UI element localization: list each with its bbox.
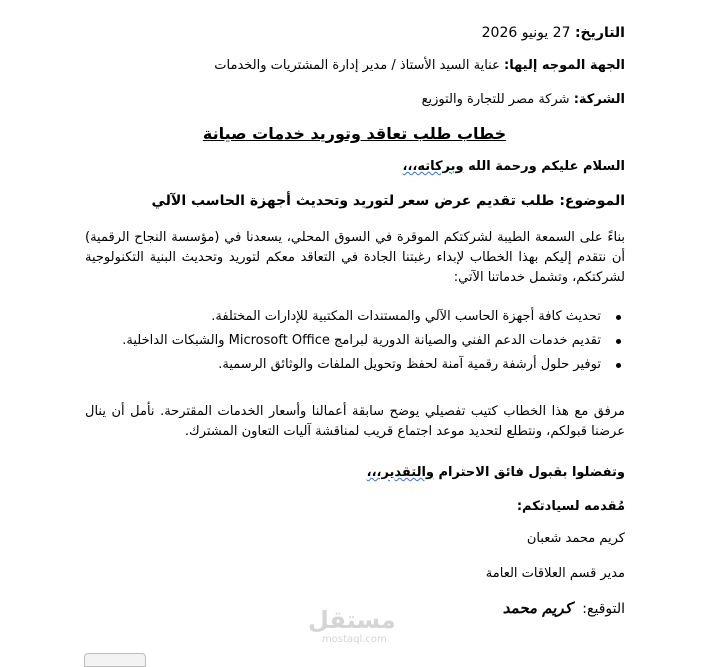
list-item — [85, 307, 625, 327]
company-line — [422, 91, 625, 109]
list-item — [85, 355, 625, 375]
date-value: 27 يونيو 2026 — [481, 25, 571, 41]
subject-line — [151, 192, 625, 210]
list-item-text: تحديث كافة أجهزة الحاسب الآلي والمستندات المكتبية للإدارات المختلفة. — [211, 309, 601, 324]
signature-label: التوقيع: — [582, 601, 625, 617]
letter-title: خطاب طلب تعاقد وتوريد خدمات صيانة — [202, 124, 507, 143]
handwritten-signature: كريم محمد — [502, 599, 572, 617]
mostaql-watermark — [308, 606, 400, 650]
list-item-text: تقديم خدمات الدعم الفني والصيانة الدورية لبرامج Microsoft Office والشبكات الداخلية. — [122, 333, 601, 348]
page-edge-tab — [84, 653, 146, 667]
bullet-icon — [616, 363, 621, 368]
bullet-icon — [616, 339, 621, 344]
presented-by: مُقدمه لسيادتكم: — [516, 499, 625, 514]
recipient-line — [214, 57, 625, 75]
sender-name: كريم محمد شعبان — [526, 531, 625, 546]
sender-position: مدير قسم العلاقات العامة — [485, 566, 625, 581]
company-value: شركة مصر للتجارة والتوزيع — [421, 92, 570, 107]
greeting-tail: وبركاته،،، — [402, 159, 464, 174]
recipient-label: الجهة الموجه إليها: — [504, 58, 625, 73]
closing-paragraph: مرفق مع هذا الخطاب كتيب تفصيلي يوضح سابقة أعمالنا وأسعار الخدمات المقترحة. نأمل أن ينال عرضنا قبولكم، ونتطلع لتحديد موعد اجتماع قريب لمناقشة آليات التعاون المشترك. — [85, 404, 625, 439]
services-list — [85, 307, 625, 379]
date-line — [482, 24, 625, 42]
watermark-logo: مستقل — [308, 606, 396, 634]
company-label: الشركة: — [573, 92, 625, 107]
subject-label: الموضوع: — [559, 193, 625, 209]
list-item — [85, 331, 625, 351]
regards-main: وتفضلوا بقبول فائق الاحترام — [434, 465, 625, 480]
greeting — [403, 158, 625, 176]
regards-line — [367, 464, 625, 482]
greeting-main: السلام عليكم ورحمة الله — [463, 159, 625, 174]
subject-value: طلب تقديم عرض سعر لتوريد وتحديث أجهزة الحاسب الآلي — [151, 193, 555, 209]
regards-tail: والتقدير،،، — [366, 465, 434, 480]
list-item-text: توفير حلول أرشفة رقمية آمنة لحفظ وتحويل الملفات والوثائق الرسمية. — [218, 357, 601, 372]
signature-line — [503, 598, 625, 619]
recipient-value: عناية السيد الأستاذ / مدير إدارة المشتريات والخدمات — [214, 58, 500, 73]
date-label: التاريخ: — [574, 25, 625, 41]
intro-paragraph: بناءً على السمعة الطيبة لشركتكم الموقرة في السوق المحلي، يسعدنا في (مؤسسة النجاح الرقمية) أن نتقدم إليكم بهذا الخطاب لإبداء رغبتنا الجادة في التعاقد معكم لتوريد وتحديث البنية التكنولوجية لشركتكم، وتشمل خدماتنا الآتي: — [85, 230, 625, 285]
watermark-url: mostaql.com — [322, 634, 387, 645]
bullet-icon — [616, 315, 621, 320]
